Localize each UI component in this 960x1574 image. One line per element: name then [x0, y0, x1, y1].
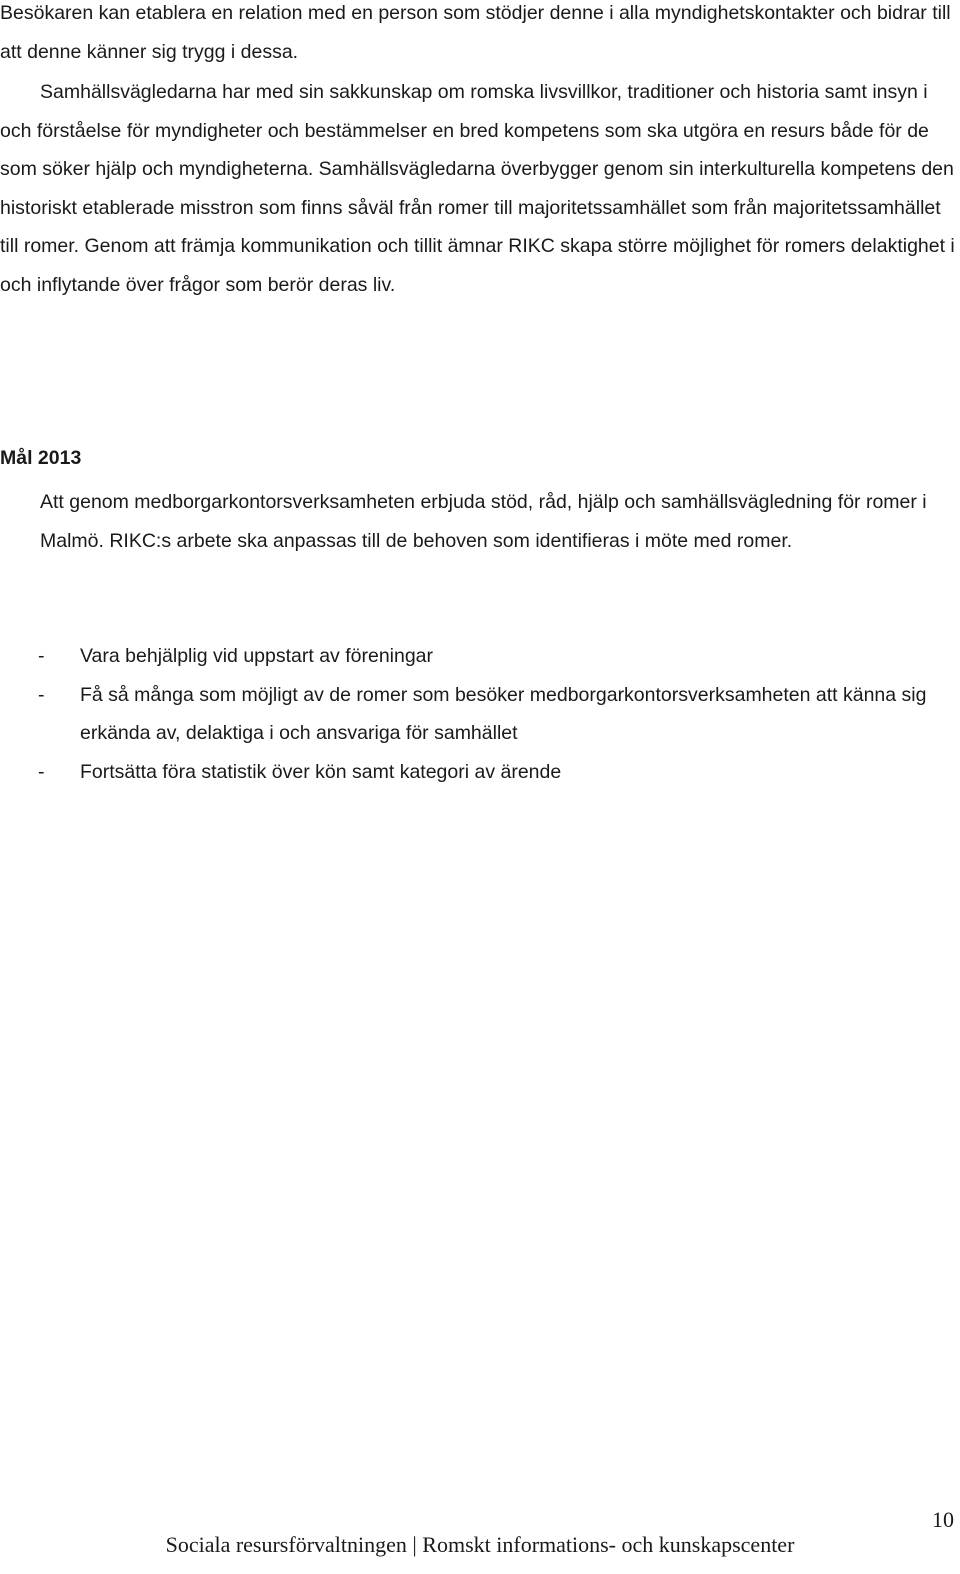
goals-list-item-text: Fortsätta föra statistik över kön samt kategori av ärende: [80, 760, 562, 783]
goals-list-item-text: Få så många som möjligt av de romer som besöker medborgarkontorsverksamheten att känna sig erkända av, delaktiga i och ansvariga för samhället: [80, 683, 927, 744]
list-bullet: -: [38, 645, 45, 667]
list-bullet: -: [38, 683, 45, 706]
body-paragraph-2: Samhällsvägledarna har med sin sakkunskap om romska livsvillkor, traditioner och historia samt insyn i och förståelse för myndigheter och bestämmelser en bred kompetens som ska utgöra en resurs både för de som söker hjälp och myndigheterna. Samhällsvägledarna överbygger genom sin interkulturella kompetens den historiskt etablerade misstron som finns såväl från romer till majoritetssamhället som från majoritetssamhället till romer. Genom att främja kommunikation och tillit ämnar RIKC skapa större möjlighet för romers delaktighet i och inflytande över frågor som berör deras liv.: [0, 81, 955, 296]
goals-list-item: [0, 676, 958, 753]
page-footer: Sociala resursförvaltningen | Romskt informations- och kunskapscenter: [165, 1532, 795, 1557]
goals-heading: Mål 2013: [0, 447, 82, 469]
goals-list: [0, 637, 958, 791]
page-number: 10: [932, 1507, 954, 1532]
goals-list-item-text: Vara behjälplig vid uppstart av föreningar: [80, 645, 434, 667]
goals-list-item: [0, 753, 958, 792]
list-bullet: -: [38, 760, 45, 783]
goals-paragraph: Att genom medborgarkontorsverksamheten erbjuda stöd, råd, hjälp och samhällsvägledning för romer i Malmö. RIKC:s arbete ska anpassas till de behoven som identifieras i möte med romer.: [40, 491, 927, 552]
goals-list-item: [0, 637, 958, 676]
body-paragraph-1: Besökaren kan etablera en relation med en person som stödjer denne i alla myndighetskontakter och bidrar till att denne känner sig trygg i dessa.: [0, 2, 951, 63]
